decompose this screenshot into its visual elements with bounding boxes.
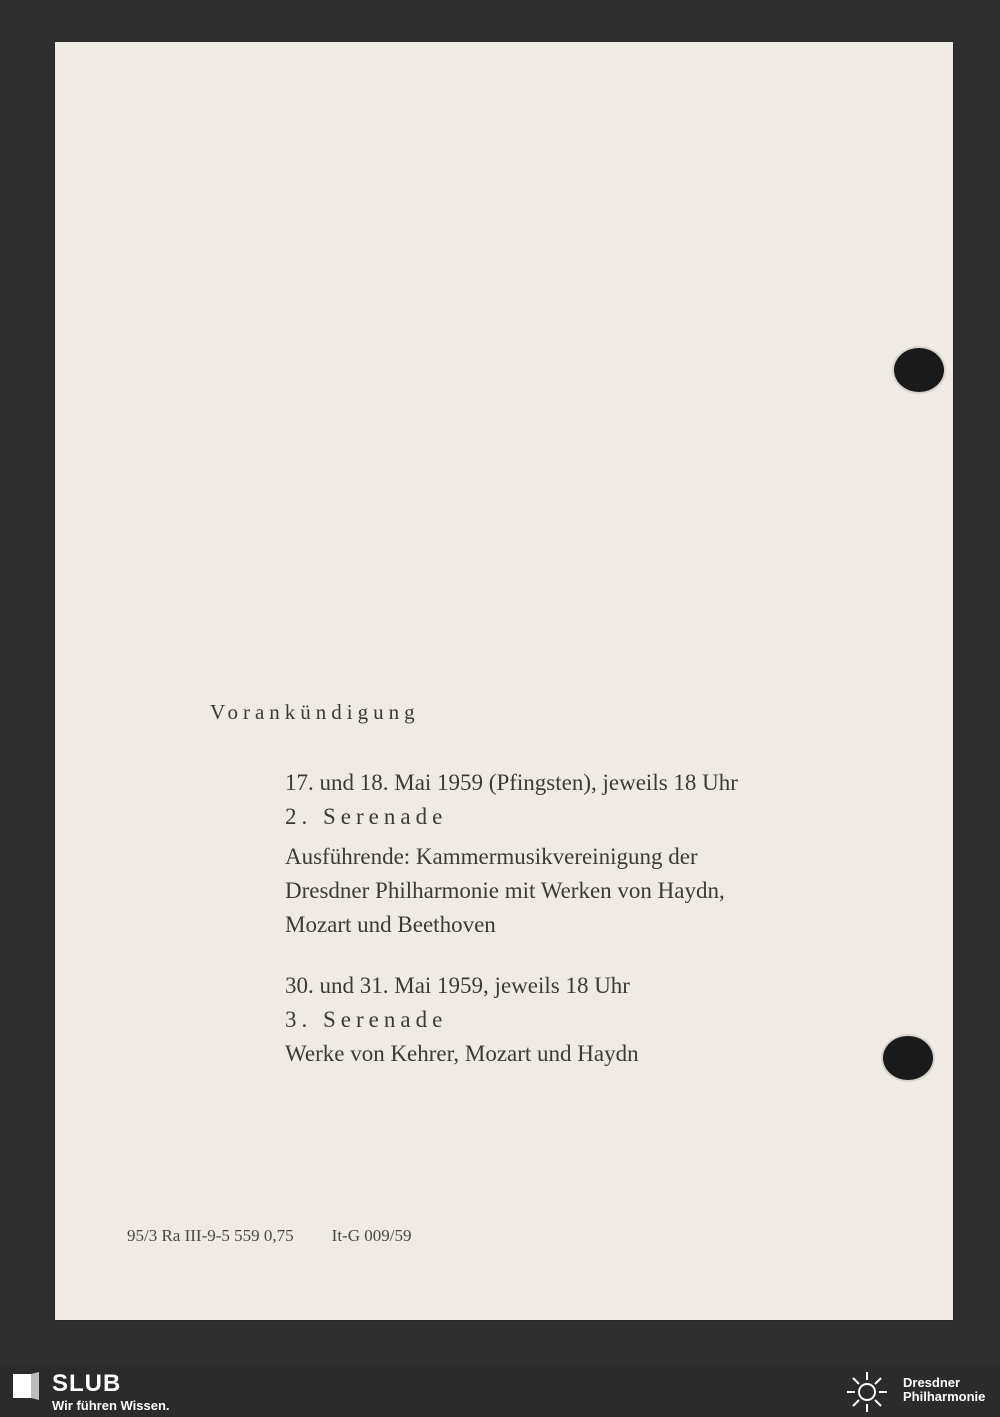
event-title: 2. Serenade <box>285 804 448 829</box>
library-logo-text[interactable]: SLUB <box>52 1370 122 1397</box>
library-tagline: Wir führen Wissen. <box>52 1398 170 1413</box>
partner-name-line: Philharmonie <box>903 1389 986 1404</box>
event-description-line: Werke von Kehrer, Mozart und Haydn <box>285 1041 639 1066</box>
partner-logo-text[interactable] <box>903 1376 985 1404</box>
printer-imprint <box>127 1226 411 1246</box>
document-page <box>55 42 953 1320</box>
philharmonie-logo-icon <box>843 1370 891 1414</box>
punch-hole <box>883 1036 933 1080</box>
event-block <box>285 969 639 1071</box>
viewer-footer <box>0 1366 1000 1417</box>
event-description-line: Ausführende: Kammermusikvereinigung der <box>285 844 698 869</box>
event-description-line: Mozart und Beethoven <box>285 912 496 937</box>
imprint-reference: It-G 009/59 <box>331 1226 412 1245</box>
partner-name-line: Dresdner <box>903 1375 961 1390</box>
slub-logo-icon <box>13 1372 39 1400</box>
event-description-line: Dresdner Philharmonie mit Werken von Haydn, <box>285 878 725 903</box>
event-description <box>285 840 801 942</box>
event-date: 30. und 31. Mai 1959, jeweils 18 Uhr <box>285 973 630 998</box>
announcement-heading: Vorankündigung <box>210 700 420 724</box>
punch-hole <box>894 348 944 392</box>
imprint-code: 95/3 Ra III-9-5 559 0,75 <box>127 1226 294 1245</box>
event-date: 17. und 18. Mai 1959 (Pfingsten), jeweils 18 Uhr <box>285 770 738 795</box>
event-title: 3. Serenade <box>285 1007 448 1032</box>
event-block <box>285 766 801 942</box>
